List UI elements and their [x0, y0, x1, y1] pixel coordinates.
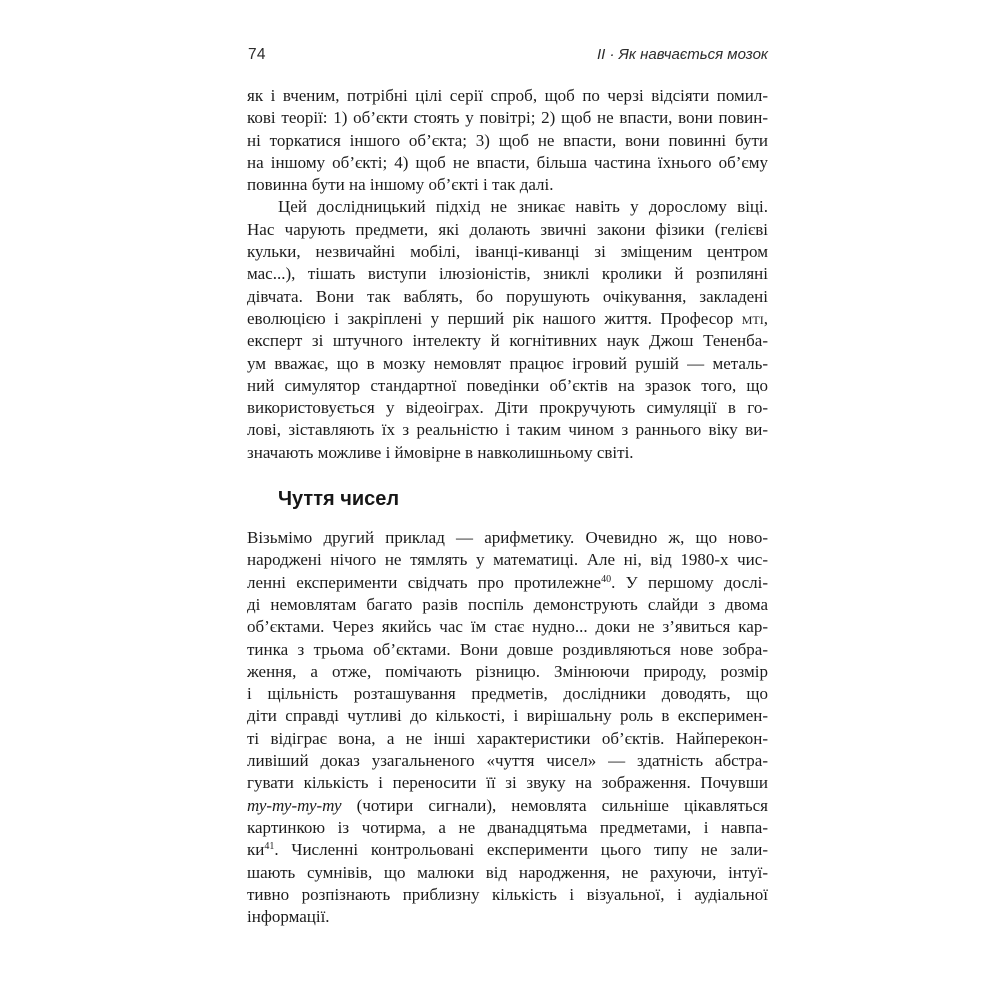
text-line [247, 817, 768, 839]
text-segment: експерт зі штучного інтелекту й когнітивних наук Джош Тененба- [247, 331, 768, 351]
text-line [247, 196, 768, 218]
paragraph [247, 85, 768, 196]
text-line [247, 639, 768, 661]
text-line [247, 85, 768, 107]
text-segment: кові теорії: 1) об’єкти стоять у повітрі; 2) щоб не впасти, вони повин- [247, 108, 768, 128]
text-segment: Цей дослідницький підхід не зникає навіть у дорослому віці. [278, 197, 768, 217]
text-segment: мас...), тішать виступи ілюзіоністів, зниклі кролики й розпиляні [247, 264, 768, 284]
text-line [247, 375, 768, 397]
text-line [247, 683, 768, 705]
text-segment: на іншому об’єкті; 4) щоб не впасти, більша частина їхнього об’єму [247, 152, 768, 172]
paragraph [247, 527, 768, 928]
text-segment: значають можливе і ймовірне в навколишньому світі. [247, 442, 634, 462]
text-segment: повинна бути на іншому об’єкті і так далі. [247, 175, 554, 195]
text-line [247, 616, 768, 638]
text-segment: дівчата. Вони так ваблять, бо порушують очікування, закладені [247, 286, 768, 306]
text-segment: (чотири сигнали), немовлята сильніше цікавляться [341, 795, 768, 815]
text-segment: ті відіграє вона, а не інші характеристики об’єктів. Найперекон- [247, 728, 768, 748]
text-line [247, 572, 768, 594]
text-line [247, 772, 768, 794]
text-segment: Нас чарують предмети, які долають звичні закони фізики (гелієві [247, 219, 768, 239]
text-segment: ленні експерименти свідчать про протилежне [247, 572, 602, 592]
text-line [247, 107, 768, 129]
paragraph [247, 196, 768, 464]
text-line [247, 442, 768, 464]
text-line [247, 286, 768, 308]
page-number: 74 [248, 46, 266, 63]
text-line [247, 795, 768, 817]
running-header-title: II · Як навчається мозок [596, 46, 768, 63]
text-line [247, 308, 768, 330]
text-segment: об’єктами. Через якийсь час їм стає нудно... доки не з’явиться кар- [247, 617, 768, 637]
text-line [247, 263, 768, 285]
text-line [247, 219, 768, 241]
small-caps-text: мті [741, 308, 764, 328]
text-line [247, 152, 768, 174]
text-line [247, 884, 768, 906]
text-segment: еволюцією і закріплені у перший рік нашого життя. Професор [247, 308, 742, 328]
text-segment: . У першому дослі- [611, 572, 768, 592]
text-segment: лові, зіставляють їх з реальністю і таким чином з раннього віку ви- [247, 420, 768, 440]
text-line [247, 549, 768, 571]
text-line [247, 174, 768, 196]
text-segment: гувати кількість і переносити її зі звуку на зображення. Почувши [247, 773, 768, 793]
text-segment: народжені нічого не тямлять у математиці. Але ні, від 1980-х чис- [247, 550, 768, 570]
footnote-marker: 41 [264, 841, 275, 853]
text-segment: ді немовлятам багато разів поспіль демонструють слайди з двома [247, 594, 768, 614]
page-header [248, 46, 768, 64]
text-line [247, 661, 768, 683]
text-line [247, 130, 768, 152]
text-segment: діти справді чутливі до кількості, і вирішальну роль в експеримен- [247, 706, 768, 726]
text-segment: . Численні контрольовані експерименти цього типу не зали- [274, 840, 768, 860]
text-segment: ження, а отже, помічають різницю. Змінюючи природу, розмір [247, 661, 768, 681]
text-line [247, 330, 768, 352]
text-segment: ки [247, 840, 265, 860]
text-segment: тинка з трьома об’єктами. Вони довше роздивляються нове зобра- [247, 639, 768, 659]
text-line [247, 594, 768, 616]
text-segment: ний симулятор стандартної поведінки об’єктів на зразок того, що [247, 375, 768, 395]
text-line [247, 862, 768, 884]
text-segment: як і вченим, потрібні цілі серії спроб, щоб по черзі відсіяти помил- [247, 86, 768, 105]
text-segment: і щільність розташування предметів, дослідники доводять, що [247, 684, 768, 704]
text-segment: інформації. [247, 907, 330, 927]
text-line [247, 419, 768, 441]
text-line [247, 353, 768, 375]
text-line [247, 241, 768, 263]
text-segment: ливіший доказ узагальненого «чуття чисел» — здатність абстра- [247, 751, 768, 771]
footnote-marker: 40 [601, 573, 612, 585]
text-segment: , [763, 308, 768, 328]
text-segment: ум вважає, що в мозку немовлят працює ігровий рушій — металь- [247, 353, 768, 373]
text-line [247, 397, 768, 419]
text-line [247, 839, 768, 861]
text-line [247, 750, 768, 772]
text-segment: шають сумнівів, що малюки від народження, не рахуючи, інтуї- [247, 862, 768, 882]
text-line [247, 728, 768, 750]
text-line [247, 705, 768, 727]
text-line [247, 527, 768, 549]
text-segment: ні торкатися іншого об’єкта; 3) щоб не впасти, вони повинні бути [247, 130, 768, 150]
italic-text: ту-ту-ту-ту [247, 795, 342, 815]
text-segment: картинкою із чотирма, а не дванадцятьма предметами, і навпа- [247, 817, 768, 837]
text-line [247, 906, 768, 928]
text-segment: використовується у відеоіграх. Діти прокручують симуляції в го- [247, 398, 768, 418]
text-segment: кульки, незвичайні мобілі, іванці-киванці зі зміщеним центром [247, 242, 768, 262]
text-segment: Візьмімо другий приклад — арифметику. Очевидно ж, що ново- [247, 528, 768, 548]
section-heading: Чуття чисел [278, 488, 400, 511]
text-column [247, 85, 768, 928]
text-segment: тивно розпізнають приблизну кількість і візуальної, і аудіальної [247, 884, 768, 904]
